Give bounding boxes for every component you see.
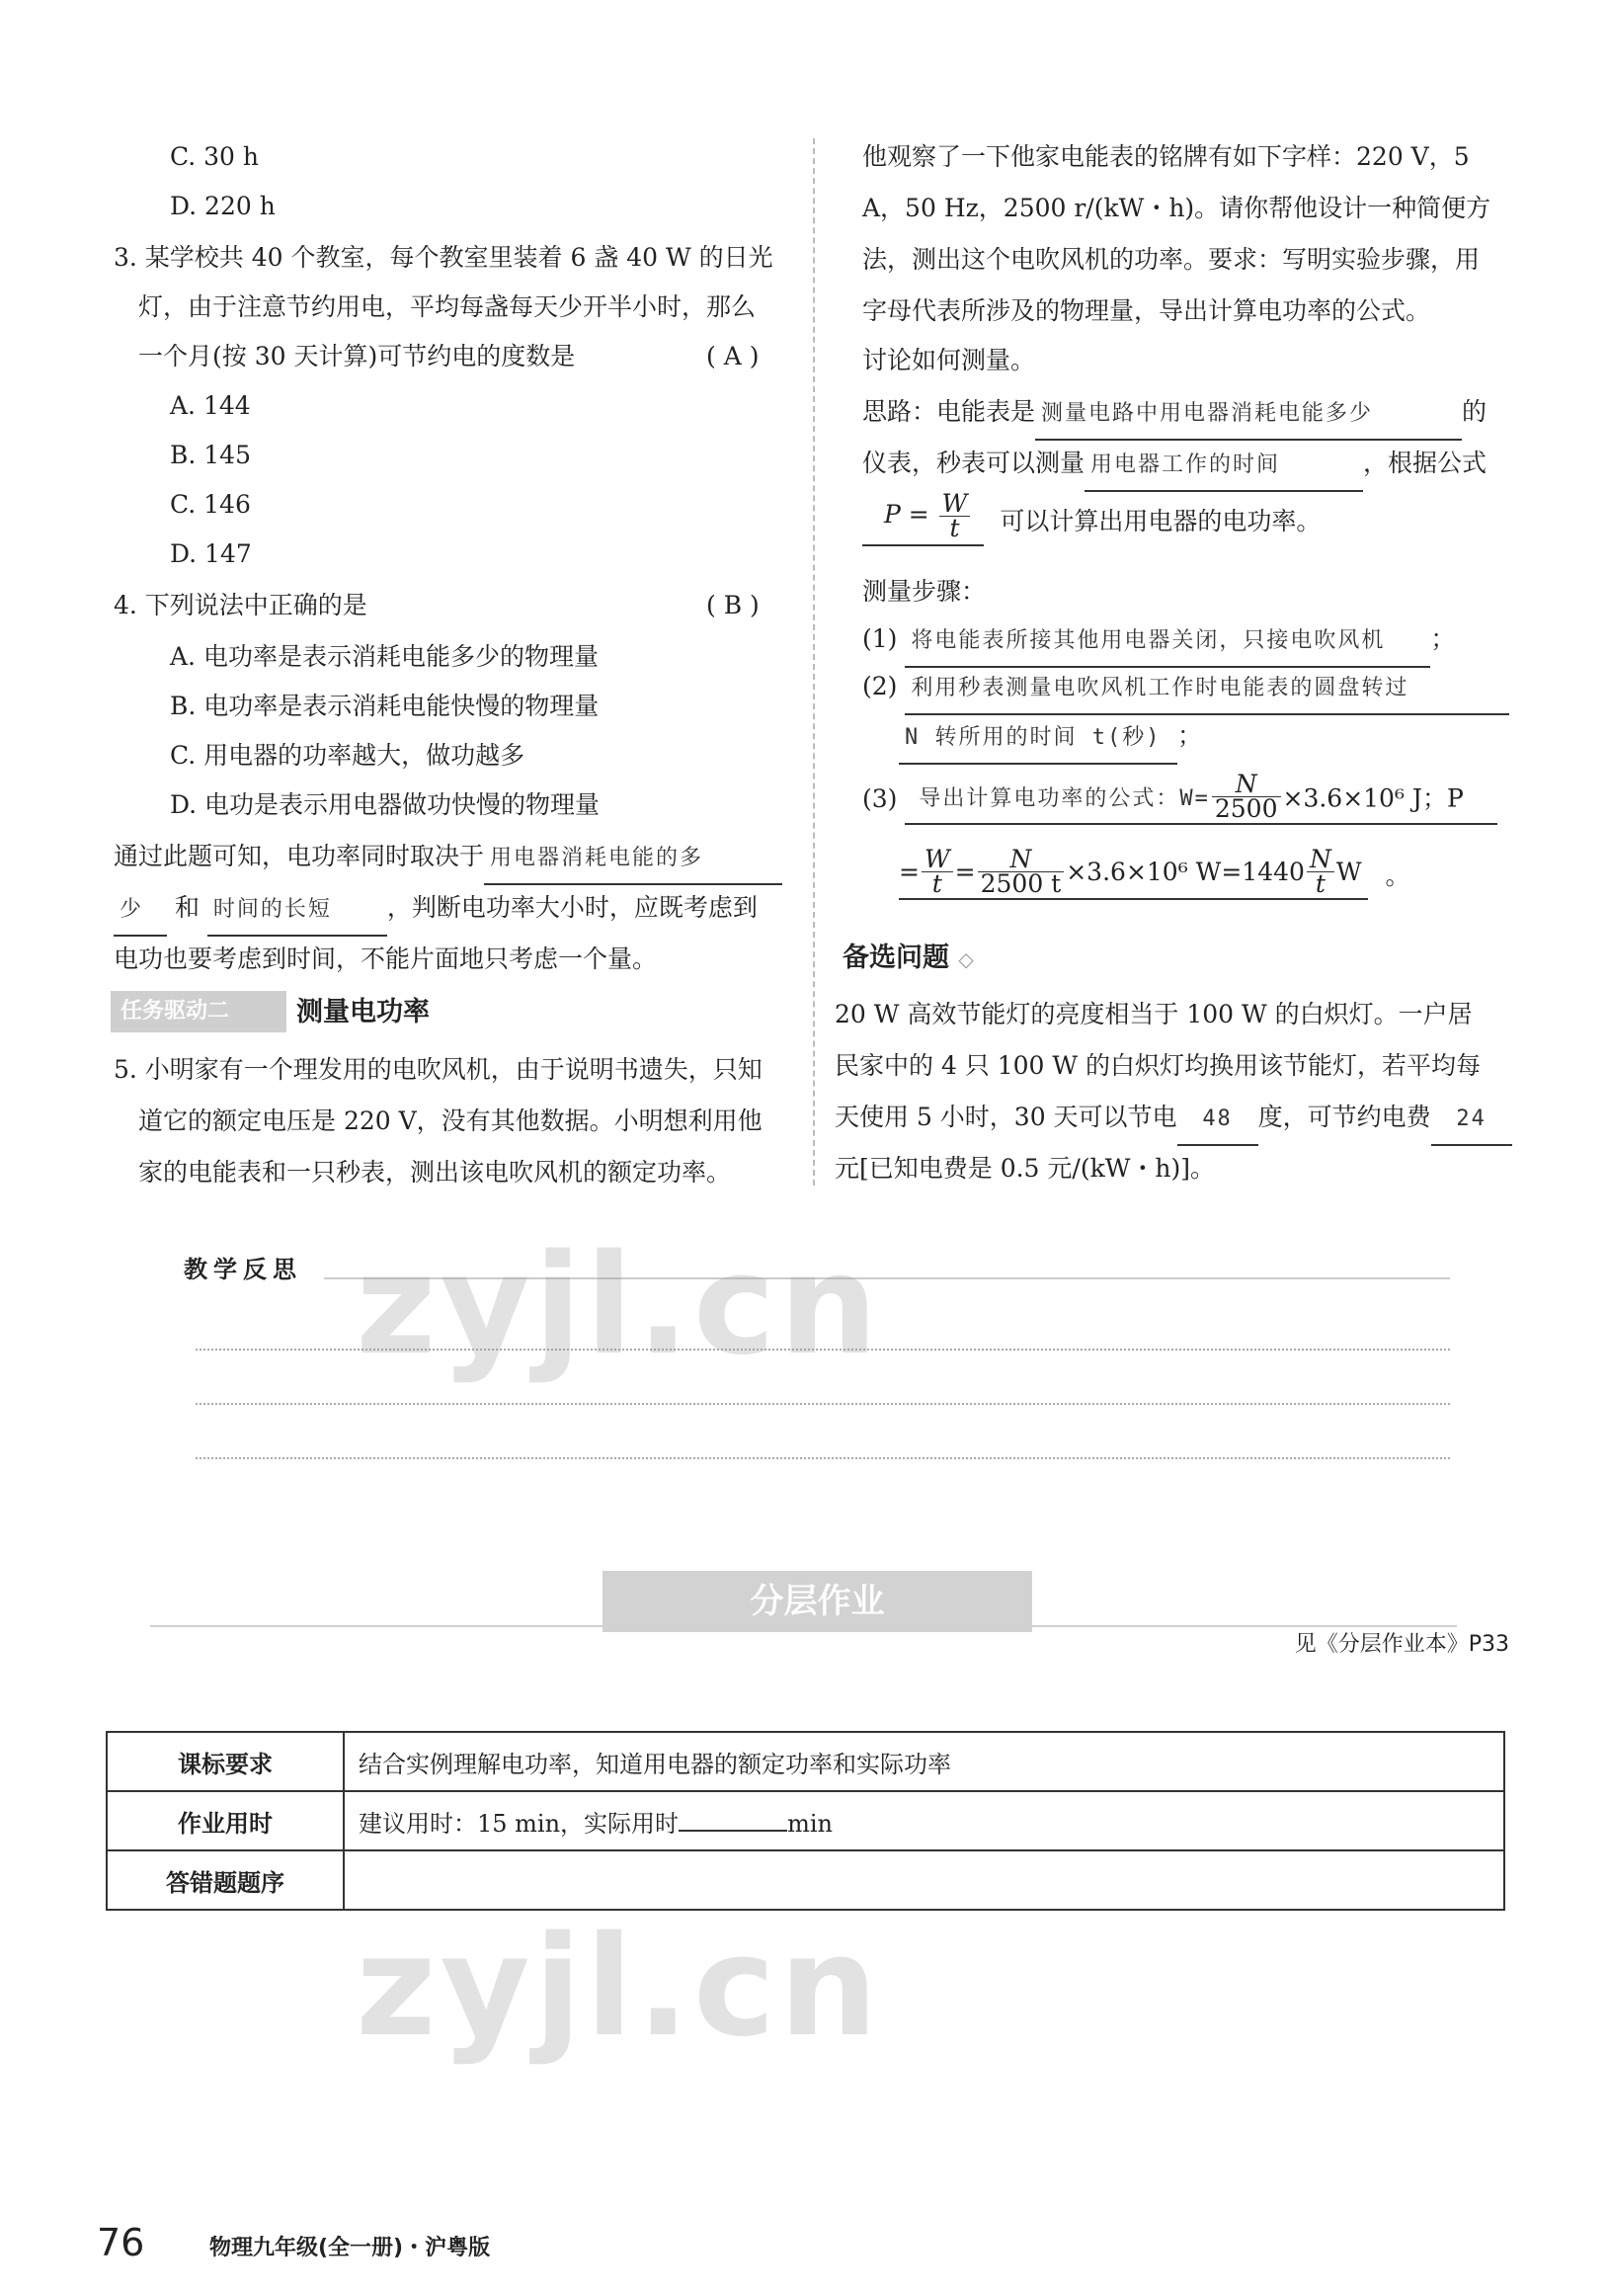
discuss: 讨论如何测量。 (862, 346, 1036, 374)
q5-cont-line-2: A，50 Hz，2500 r/(kW・h)。请你帮他设计一种简便方 (862, 194, 1491, 222)
step2-answer-b: N 转所用的时间 t(秒) (899, 713, 1177, 765)
table-row (107, 1791, 1504, 1850)
row-value-wrong[interactable] (344, 1850, 1504, 1910)
q2-option-c: C. 30 h (170, 142, 259, 171)
step3b-unit: W (1335, 858, 1362, 886)
q5-cont-line-3: 法，测出这个电吹风机的功率。要求：写明实验步骤，用 (862, 245, 1481, 274)
table-row (107, 1732, 1504, 1791)
step-3a (862, 770, 1497, 842)
row-head-wrong: 答错题题序 (107, 1850, 344, 1910)
row-head-time: 作业用时 (107, 1791, 344, 1850)
q3-answer: ( A ) (706, 342, 760, 370)
formula-lhs: P = (884, 500, 929, 529)
idea-blank-2: 用电器工作的时间 (1085, 441, 1363, 492)
q3-line-1: 3. 某学校共 40 个教室，每个教室里装着 6 盏 40 W 的日光 (114, 243, 773, 272)
q4-option-b: B. 电功率是表示消耗电能快慢的物理量 (170, 692, 600, 720)
q3-option-c: C. 146 (170, 490, 251, 519)
diamond-icon: ◇ (958, 947, 974, 971)
backup-title (843, 934, 974, 984)
step3b-frac-3 (1307, 845, 1334, 898)
formula-den: t (949, 514, 960, 542)
column-divider (813, 138, 815, 1186)
idea-line-3 (862, 489, 1322, 553)
homework-banner: 分层作业 (603, 1571, 1032, 1632)
idea-l2-pre: 仪表，秒表可以测量 (862, 449, 1085, 477)
step1-answer: 将电能表所接其他用电器关闭，只接电吹风机 (905, 616, 1430, 668)
summary-line-2 (114, 883, 758, 937)
step3b-f3-num: N (1307, 848, 1334, 872)
step3-answer-b (899, 845, 1368, 900)
row-value-time (344, 1791, 1504, 1850)
watermark-2: zyjl.cn (356, 1907, 882, 2068)
step-3b (899, 845, 1410, 917)
time-pre: 建议用时：15 min，实际用时 (359, 1809, 680, 1838)
summary-line-3: 电功也要考虑到时间，不能片面地只考虑一个量。 (114, 944, 658, 973)
idea-line-2 (862, 439, 1487, 492)
step-1 (862, 615, 1455, 668)
row-head-standard: 课标要求 (107, 1732, 344, 1791)
backup-blank-1: 48 (1177, 1095, 1258, 1146)
requirements-table (106, 1731, 1505, 1911)
task-tag: 任务驱动二 (111, 991, 286, 1032)
q2-option-d: D. 220 h (170, 192, 276, 220)
backup-title-text: 备选问题 (843, 943, 949, 973)
step3-no: (3) (862, 784, 898, 813)
q3-option-d: D. 147 (170, 539, 252, 568)
step1-end: ； (1430, 624, 1456, 653)
formula-blank (862, 489, 984, 546)
idea-blank-1: 测量电路中用电器消耗电能多少 (1035, 389, 1462, 441)
idea-mid-1: 的 (1462, 397, 1487, 426)
step2-no: (2) (862, 672, 898, 700)
step3a-tail: ×3.6×10⁶ J；P (1282, 783, 1464, 813)
idea-l3-post: 可以计算出用电器的电功率。 (1000, 506, 1322, 535)
q5-line-3: 家的电能表和一只秒表，测出该电吹风机的额定功率。 (138, 1158, 732, 1187)
backup-line-4: 元[已知电费是 0.5 元/(kW・h)]。 (835, 1154, 1216, 1183)
step-2a (862, 662, 1509, 715)
summary-mid: 和 (174, 893, 200, 922)
idea-l2-post: ，根据公式 (1363, 449, 1487, 477)
summary-post: ，判断电功率大小时，应既考虑到 (386, 893, 758, 922)
q5-line-2: 道它的额定电压是 220 V，没有其他数据。小明想利用他 (138, 1107, 763, 1135)
step3-answer-a (905, 770, 1497, 825)
q5-line-1: 5. 小明家有一个理发用的电吹风机，由于说明书遗失，只知 (114, 1055, 763, 1084)
page-number: 76 (97, 2221, 145, 2264)
q4-stem: 4. 下列说法中正确的是 (114, 591, 367, 619)
row-value-standard: 结合实例理解电功率，知道用电器的额定功率和实际功率 (344, 1732, 1504, 1791)
step3a-frac-num: N (1212, 773, 1281, 797)
step3b-frac-1 (922, 845, 953, 898)
banner-line-left (150, 1625, 603, 1627)
watermark-1: zyjl.cn (356, 1225, 882, 1386)
backup-line-2: 民家中的 4 只 100 W 的白炽灯均换用该节能灯，若平均每 (835, 1051, 1482, 1080)
q5-cont-line-1: 他观察了一下他家电能表的铭牌有如下字样：220 V，5 (862, 142, 1470, 171)
summary-line-1 (114, 832, 782, 885)
formula-num: W (939, 492, 971, 517)
table-row (107, 1850, 1504, 1910)
idea-line-1 (862, 387, 1487, 441)
reflection-line-3 (196, 1457, 1450, 1459)
step3a-text: 导出计算电功率的公式：W= (919, 786, 1210, 811)
summary-pre: 通过此题可知，电功率同时取决于 (114, 842, 485, 870)
q3-line-3: 一个月(按 30 天计算)可节约电的度数是 (138, 342, 576, 370)
q3-line-2: 灯，由于注意节约用电，平均每盏每天少开半小时，那么 (138, 292, 757, 321)
steps-label: 测量步骤： (862, 577, 987, 606)
step1-no: (1) (862, 624, 898, 653)
backup-line-3 (835, 1093, 1512, 1146)
summary-blank-1b: 少 (114, 885, 167, 937)
q4-option-c: C. 用电器的功率越大，做功越多 (170, 741, 525, 770)
q4-option-d: D. 电功是表示用电器做功快慢的物理量 (170, 790, 601, 819)
formula-fraction (939, 489, 971, 542)
step-2b (899, 711, 1202, 765)
summary-blank-2: 时间的长短 (207, 885, 387, 937)
book-title: 物理九年级(全一册)・沪粤版 (209, 2236, 491, 2260)
backup-l3-mid: 度，可节约电费 (1257, 1103, 1431, 1131)
idea-pre: 思路：电能表是 (862, 397, 1036, 426)
step3b-f2-den: 2500 t (980, 869, 1062, 898)
q4-answer: ( B ) (706, 591, 760, 619)
q4-option-a: A. 电功率是表示消耗电能多少的物理量 (170, 642, 599, 671)
step3b-f1-num: W (922, 848, 953, 872)
q3-option-b: B. 145 (170, 441, 251, 469)
homework-reference: 见《分层作业本》P33 (1294, 1632, 1509, 1657)
q3-option-a: A. 144 (170, 391, 251, 420)
actual-time-input[interactable] (679, 1830, 787, 1832)
q5-cont-line-4: 字母代表所涉及的物理量，导出计算电功率的公式。 (862, 296, 1431, 325)
task-title: 测量电功率 (296, 997, 430, 1027)
step3a-fraction (1212, 770, 1281, 823)
reflection-line-2 (196, 1403, 1450, 1405)
step3b-f2-num: N (978, 848, 1065, 872)
backup-l3-pre: 天使用 5 小时，30 天可以节电 (835, 1103, 1177, 1131)
step3b-f3-den: t (1315, 869, 1326, 898)
step3b-frac-2 (978, 845, 1065, 898)
step3-end: 。 (1385, 861, 1410, 890)
step3b-eq1: = (899, 858, 920, 886)
step3b-f1-den: t (931, 869, 942, 898)
backup-line-1: 20 W 高效节能灯的亮度相当于 100 W 的白炽灯。一户居 (835, 1000, 1473, 1028)
step2-answer-a: 利用秒表测量电吹风机工作时电能表的圆盘转过 (905, 664, 1509, 715)
summary-blank-1a: 用电器消耗电能的多 (484, 834, 782, 885)
step2-end: ； (1177, 721, 1203, 750)
step3b-mid: ×3.6×10⁶ W=1440 (1066, 858, 1305, 886)
step3a-frac-den: 2500 (1214, 794, 1278, 823)
step3b-eq2: = (954, 858, 976, 886)
reflection-label: 教学反思 (184, 1256, 302, 1283)
backup-blank-2: 24 (1431, 1095, 1512, 1146)
time-post: min (787, 1809, 833, 1838)
